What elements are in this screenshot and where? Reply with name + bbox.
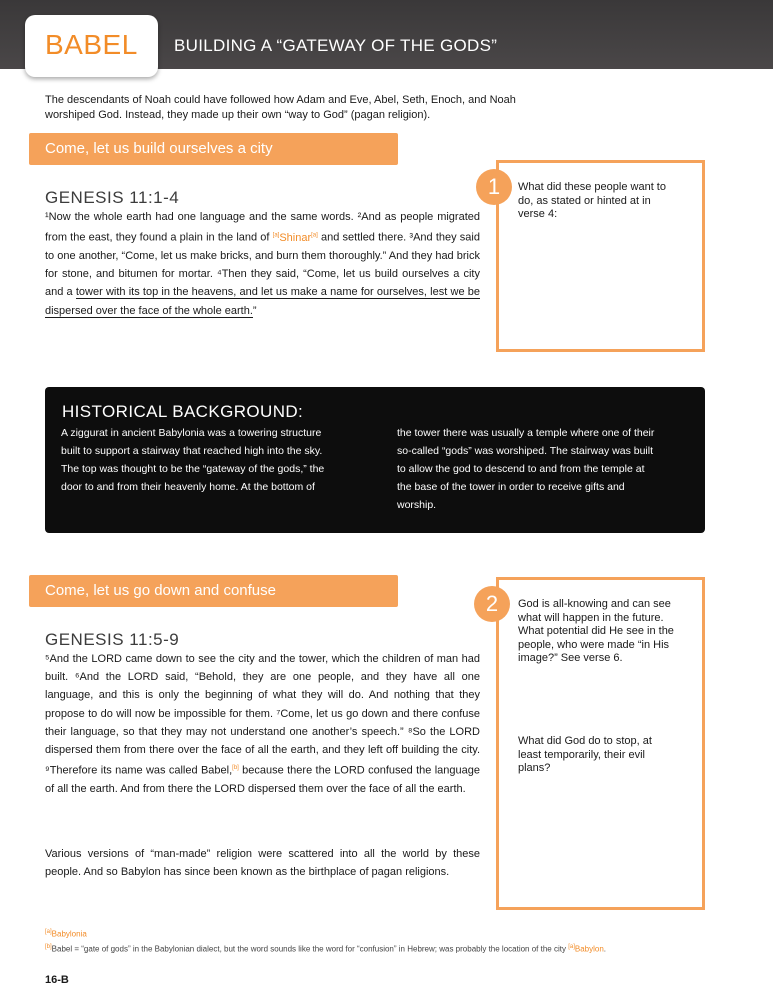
babel-tab-label: BABEL xyxy=(45,29,138,60)
intro-paragraph: The descendants of Noah could have followed how Adam and Eve, Abel, Seth, Enoch, and Noah worshiped God. Instead, they made up their own “way to God” (pagan religion). xyxy=(45,94,516,121)
man-made-religion-paragraph: Various versions of “man-made” religion were scattered into all the world by these people. And so Babylon has since been known as the birthplace of pagan religions. xyxy=(45,848,480,879)
section1-passage-title: GENESIS 11:1-4 xyxy=(45,188,180,207)
babel-footnote-mark[interactable]: [b] xyxy=(232,765,239,772)
historical-col1: A ziggurat in ancient Babylonia was a towering structure built to support a stairway that reached high into the sky. The top was thought to be the “gateway of the gods,” the door to and from their heavenly home. At the bottom of xyxy=(61,427,325,493)
section2-passage xyxy=(45,650,480,798)
footnote-a xyxy=(45,926,645,941)
babylon-link[interactable]: Babylon xyxy=(574,944,604,954)
passage-text: because there the LORD confused the language of all the earth. And from there the LORD dispersed them over the face of all the earth. xyxy=(45,764,480,796)
page-number: 16-B xyxy=(45,974,69,986)
historical-col2: the tower there was usually a temple where one of their so-called “gods” was worshiped. The stairway was built to allow the god to descend to and from the temple at the base of the tower in order to receive gifts and worship. xyxy=(397,427,655,511)
footnote-b-text: Babel = “gate of gods” in the Babylonian dialect, but the word sounds like the word for “confusion” in Hebrew; was probably the location of the city xyxy=(51,944,569,954)
passage-text: and settled there. ³And they said to one another, “Come, let us make bricks, and burn them thoroughly.” And they had brick for stone, and bitumen for mortar. ⁴Then they said, “Come, let us build ourselves a city and a xyxy=(45,231,480,299)
passage-text: ” xyxy=(252,304,257,317)
question2-number: 2 xyxy=(474,586,510,622)
question2-text-b: What did God do to stop, at least temporarily, their evil plans? xyxy=(518,735,652,774)
footnote-b xyxy=(45,941,645,956)
question1-text: What did these people want to do, as stated or hinted at in verse 4: xyxy=(518,181,666,220)
footnote-mark: [a] xyxy=(45,929,52,935)
footnote-b-end: . xyxy=(603,944,607,954)
footnote-a-text: Babylonia xyxy=(51,929,87,939)
section2-banner: Come, let us go down and confuse xyxy=(29,575,398,607)
footnote-mark: [a] xyxy=(311,232,318,239)
passage-text: ¹Now the whole earth had one language and the same words. ²And as people migrated from the east, they found a plain in the land of xyxy=(45,211,480,244)
underlined-text: tower with its top in the heavens, and let us make a name for ourselves, lest we be dispersed over the face of the whole earth. xyxy=(45,286,480,317)
section1-passage xyxy=(45,208,480,320)
shinar-word: Shinar xyxy=(279,231,312,244)
historical-background-title: HISTORICAL BACKGROUND: xyxy=(62,402,304,421)
footnote-mark: [a] xyxy=(272,232,280,239)
question1-number: 1 xyxy=(476,169,512,205)
page-title: BUILDING A “GATEWAY OF THE GODS” xyxy=(174,36,498,55)
shinar-reference[interactable] xyxy=(273,232,318,244)
footnotes xyxy=(45,926,645,955)
section2-passage-title: GENESIS 11:5-9 xyxy=(45,630,180,649)
babel-tab xyxy=(25,15,158,77)
footnote-mark: [b] xyxy=(45,943,52,950)
footnote-mark: [a] xyxy=(568,943,575,950)
passage-text: ⁵And the LORD came down to see the city and the tower, which the children of man had built. ⁶And the LORD said, “Behold, they are one people, and they have all one language, and this is only the beginning of what they will do. And nothing that they propose to do will now be impossible for them. ⁷Come, let us go down and there confuse their language, so that they may not understand one another’s speech.” ⁸So the LORD dispersed them from there over the face of all the earth, and they left off building the city. ⁹Therefore its name was called Babel, xyxy=(45,653,480,777)
question2-text-a: God is all-knowing and can see what will happen in the future. What potential did He see in the people, who were made “in His image?” See verse 6. xyxy=(518,598,674,664)
section1-banner: Come, let us build ourselves a city xyxy=(29,133,398,165)
